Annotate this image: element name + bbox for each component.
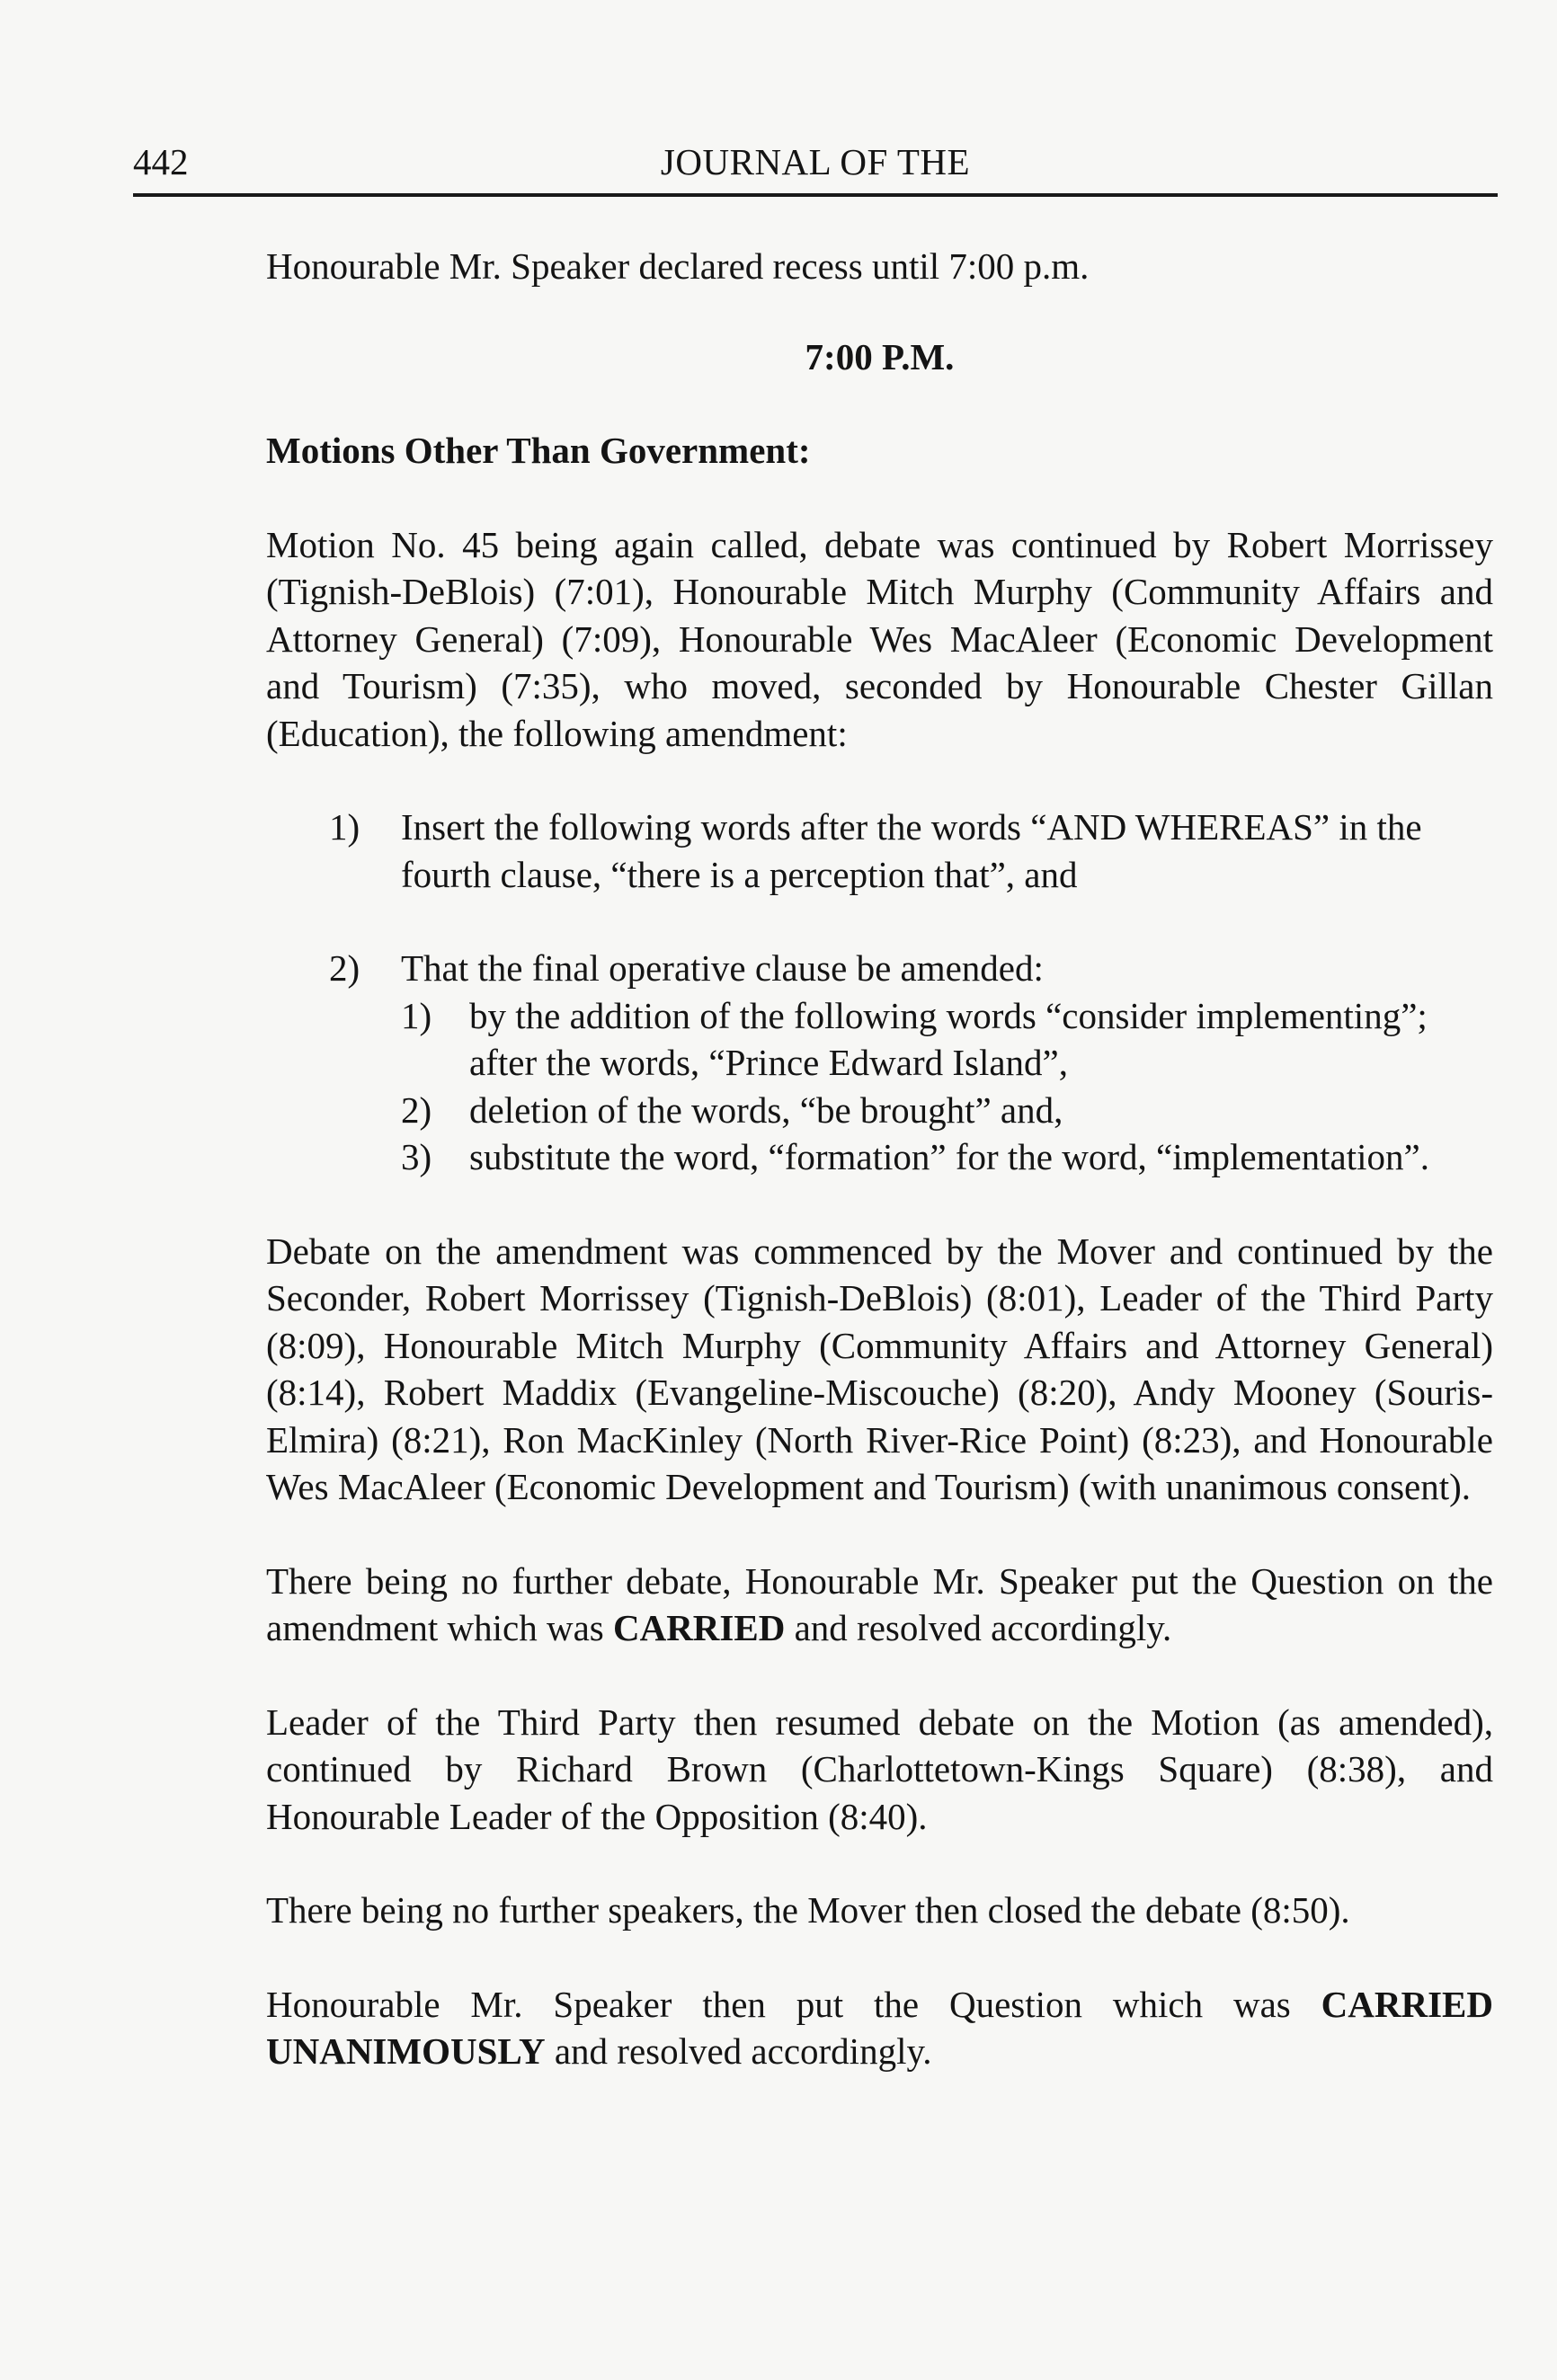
final-paragraph: [266, 1981, 1493, 2075]
amendment-item: [266, 945, 1493, 1181]
final-text-before: Honourable Mr. Speaker then put the Question which was: [266, 1983, 1321, 2025]
debate-paragraph: Debate on the amendment was commenced by the Mover and continued by the Seconder, Robert Morrissey (Tignish-DeBlois) (8:01), Leader of the Third Party (8:09), Honourable Mitch Murphy (Community Affairs and Attorney General) (8:14), Robert Maddix (Evangeline-Miscouche) (8:20), Andy Mooney (Souris-Elmira) (8:21), Ron MacKinley (North River-Rice Point) (8:23), and Honourable Wes MacAleer (Economic Development and Tourism) (with unanimous consent).: [266, 1230, 1493, 1507]
running-title: JOURNAL OF THE: [660, 141, 971, 182]
final-text-after: and resolved accordingly.: [545, 2030, 932, 2072]
amendment-number: 2): [329, 947, 360, 989]
amendment-text: That the final operative clause be amended:: [401, 947, 1044, 989]
sub-amendment-number: 1): [401, 994, 432, 1036]
amendment-text: Insert the following words after the words “AND WHEREAS” in the fourth clause, “there is a perception that”, and: [401, 806, 1422, 895]
sub-amendment-item: [401, 1087, 1493, 1134]
sub-amendment-list: [401, 992, 1493, 1181]
recess-paragraph: Honourable Mr. Speaker declared recess until 7:00 p.m.: [266, 245, 1090, 287]
amendment-list: [266, 804, 1493, 1181]
time-heading: 7:00 P.M.: [805, 335, 955, 377]
question-text-before: There being no further debate, Honourable Mr. Speaker put the Question on the amendment which was: [266, 1559, 1493, 1648]
sub-amendment-item: [401, 1133, 1493, 1181]
amendment-item: [266, 804, 1493, 898]
sub-amendment-number: 3): [401, 1136, 432, 1177]
page-header: [133, 135, 1498, 189]
question-paragraph: [266, 1558, 1493, 1652]
section-heading: Motions Other Than Government:: [266, 430, 811, 471]
closed-paragraph: There being no further speakers, the Mover then closed the debate (8:50).: [266, 1889, 1350, 1931]
motion-paragraph: Motion No. 45 being again called, debate was continued by Robert Morrissey (Tignish-DeBlois) (7:01), Honourable Mitch Murphy (Community Affairs and Attorney General) (7:09), Honourable Wes MacAleer (Economic Development and Tourism) (7:35), who moved, seconded by Honourable Chester Gillan (Education), the following amendment:: [266, 523, 1493, 754]
header-rule: [133, 193, 1498, 197]
sub-amendment-text: substitute the word, “formation” for the word, “implementation”.: [469, 1136, 1429, 1177]
sub-amendment-number: 2): [401, 1088, 432, 1131]
carried-unanimously-emphasis: CARRIED UNANIMOUSLY: [266, 1983, 1493, 2072]
amendment-number: 1): [329, 806, 360, 848]
sub-amendment-text: by the addition of the following words “consider implementing”; after the words, “Prince Edward Island”,: [469, 994, 1428, 1083]
page-number: 442: [133, 141, 189, 182]
journal-body: [266, 243, 1493, 2075]
question-text-after: and resolved accordingly.: [785, 1607, 1172, 1648]
carried-emphasis: CARRIED: [612, 1607, 786, 1648]
resumed-paragraph: Leader of the Third Party then resumed debate on the Motion (as amended), continued by Richard Brown (Charlottetown-Kings Square) (8:38), and Honourable Leader of the Opposition (8:40).: [266, 1701, 1493, 1837]
sub-amendment-item: [401, 992, 1493, 1087]
sub-amendment-text: deletion of the words, “be brought” and,: [469, 1088, 1063, 1131]
